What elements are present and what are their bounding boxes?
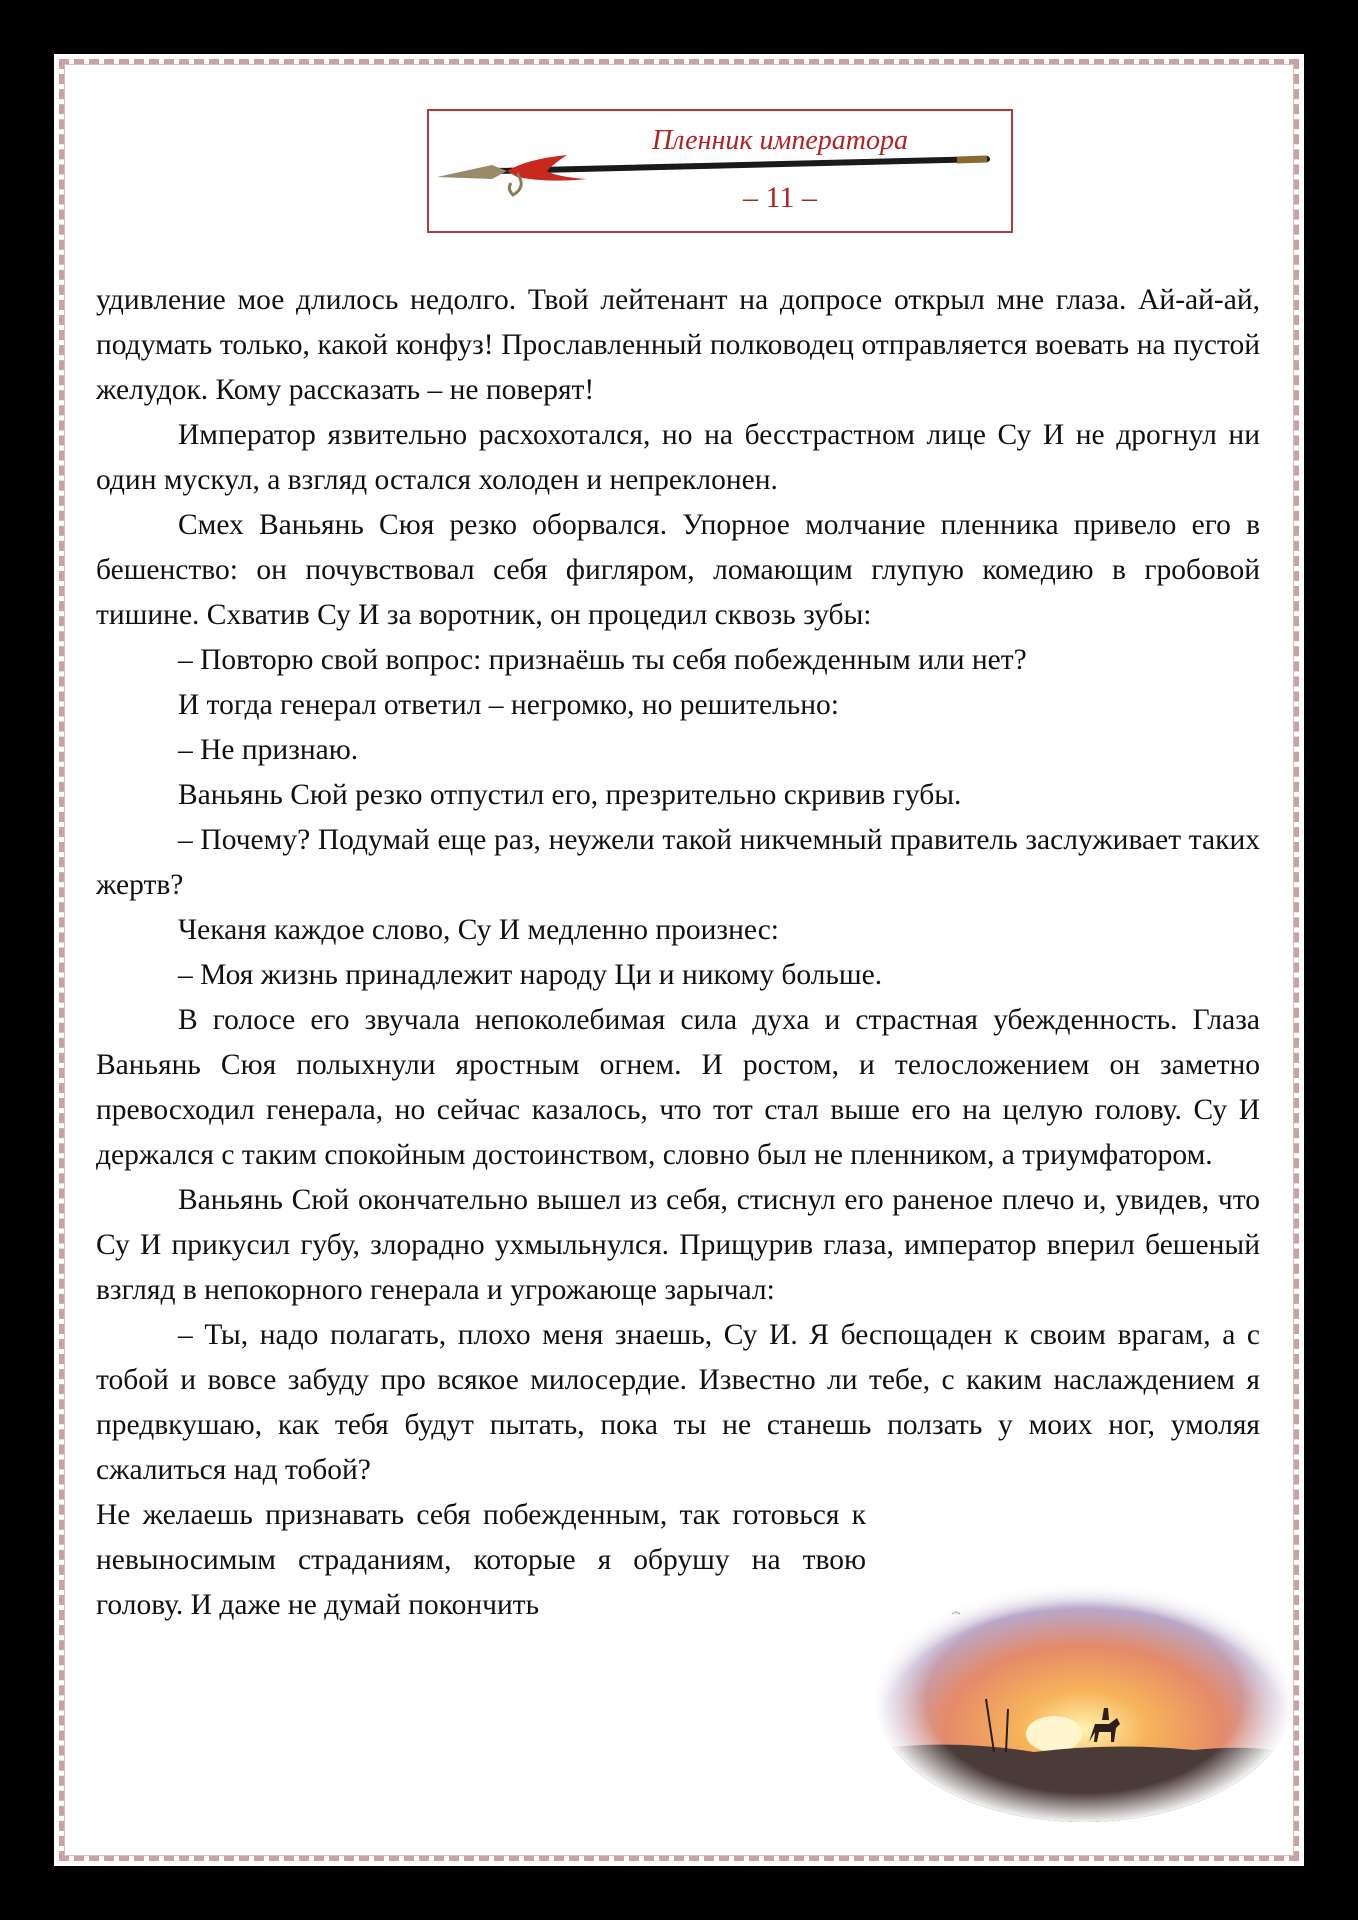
sunset-rider-illustration [874,1574,1294,1824]
paragraph: – Моя жизнь принадлежит народу Ци и никому больше. [178,959,883,991]
book-page [54,54,1304,1866]
body-text [96,278,1260,1628]
page-number: – 11 – [743,181,817,214]
paragraph: Не желаешь признавать себя побежденным, так готовься к невыносимым страданиям, которые я обрушу на твою голову. И даже не думай покончить [96,1499,866,1621]
paragraph: И тогда генерал ответил – негромко, но решительно: [178,689,839,721]
paragraph: Смех Ваньянь Сюя резко оборвался. Упорное молчание пленника привело его в бешенство: он почувствовал себя фигляром, ломающим глупую комедию в гробовой тишине. Схватив Су И за воротник, он процедил сквозь зубы: [96,509,1260,631]
paragraph: – Повторю свой вопрос: признаёшь ты себя побежденным или нет? [178,644,1027,676]
paragraph: Чеканя каждое слово, Су И медленно произнес: [178,914,779,946]
paragraph: Ваньянь Сюй окончательно вышел из себя, стиснул его раненое плечо и, увидев, что Су И прикусил губу, злорадно ухмыльнулся. Прищурив глаза, император вперил бешеный взгляд в непокорного генерала и угрожающе зарычал: [96,1184,1260,1306]
paragraph: – Ты, надо полагать, плохо меня знаешь, Су И. Я беспощаден к своим врагам, а с тобой и вовсе забуду про всякое милосердие. Известно ли тебе, с каким наслаждением я предвкушаю, как тебя будут пытать, пока ты не станешь ползать у моих ног, умоляя сжалиться над тобой? [96,1319,1260,1486]
paragraph: Император язвительно расхохотался, но на бесстрастном лице Су И не дрогнул ни один мускул, а взгляд остался холоден и непреклонен. [96,419,1260,496]
paragraph: – Почему? Подумай еще раз, неужели такой никчемный правитель заслуживает таких жертв? [96,824,1260,901]
paragraph: удивление мое длилось недолго. Твой лейтенант на допросе открыл мне глаза. Ай-ай-ай, подумать только, какой конфуз! Прославленный полководец отправляется воевать на пустой желудок. Кому рассказать – не поверят! [96,284,1260,406]
paragraph: – Не признаю. [178,734,359,766]
paragraph: Ваньянь Сюй резко отпустил его, презрительно скривив губы. [178,779,962,811]
page-header [427,109,1013,233]
book-title: Пленник императора [652,125,908,156]
paragraph: В голосе его звучала непоколебимая сила духа и страстная убежденность. Глаза Ваньянь Сюя полыхнули яростным огнем. И ростом, и телосложением он заметно превосходил генерала, но сейчас казалось, что тот стал выше его на целую голову. Су И держался с таким спокойным достоинством, словно был не пленником, а триумфатором. [96,1004,1260,1171]
